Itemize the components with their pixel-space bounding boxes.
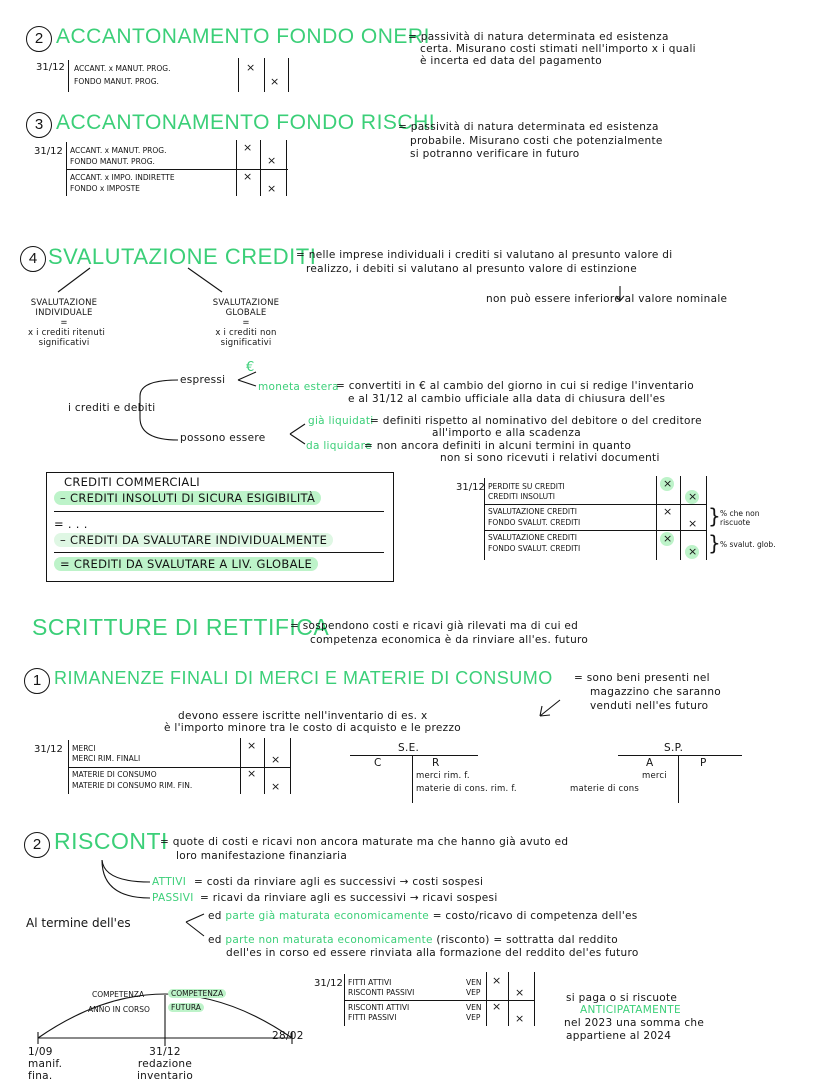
ledger-row: PERDITE SU CREDITI — [488, 482, 565, 491]
definition-line: = ricavi da rinviare agli es successivi → ricavi sospesi — [200, 892, 498, 904]
ledger-line — [264, 738, 265, 794]
ledger-row: ACCANT. x MANUT. PROG. — [74, 64, 171, 73]
section-number: 3 — [26, 112, 52, 138]
definition-line: = sono beni presenti nel — [574, 672, 710, 684]
ledger-row: SVALUTAZIONE CREDITI — [488, 533, 577, 542]
ledger-divider — [66, 169, 288, 170]
ledger-row: FONDO x IMPOSTE — [70, 184, 140, 193]
ledger-line — [680, 476, 681, 560]
credit-mark: × — [515, 986, 525, 999]
debit-mark: × — [663, 477, 673, 490]
box-divider — [54, 511, 384, 512]
t-account-line — [678, 755, 679, 803]
section-title-svalutazione-crediti: SVALUTAZIONE CREDITI — [48, 244, 317, 269]
credit-mark: × — [271, 753, 281, 766]
ledger-line — [706, 476, 707, 560]
ledger-row: SVALUTAZIONE CREDITI — [488, 507, 577, 516]
credit-mark: × — [688, 545, 698, 558]
espressi-label: espressi — [180, 374, 226, 386]
debit-mark: × — [247, 739, 257, 752]
ledger-divider — [68, 767, 290, 768]
sp-passivo: P — [700, 757, 707, 769]
se-costi: C — [374, 757, 382, 769]
debit-mark: × — [663, 532, 673, 545]
note-line: si paga o si riscuote — [566, 992, 678, 1004]
journal-date: 31/12 — [36, 62, 65, 73]
debit-mark: × — [243, 141, 253, 154]
definition-line: = non ancora definiti in alcuni termini in quanto — [364, 440, 632, 452]
ledger-line — [484, 478, 485, 560]
definition-line: = costi da rinviare agli es successivi → costi sospesi — [194, 876, 484, 888]
ledger-row: FONDO MANUT. PROG. — [70, 157, 155, 166]
credit-mark: × — [267, 182, 277, 195]
debit-mark: × — [247, 767, 257, 780]
ledger-divider — [344, 1000, 534, 1001]
definition-line: all'importo e alla scadenza — [432, 427, 581, 439]
debit-mark: × — [243, 170, 253, 183]
journal-date: 31/12 — [456, 482, 485, 493]
definition-line: e al 31/12 al cambio ufficiale alla data di chiusura dell'es — [348, 393, 666, 405]
brace-note: % che non riscuote — [720, 509, 760, 527]
ledger-divider — [484, 504, 706, 505]
debit-mark: × — [492, 1000, 502, 1013]
t-account-line — [412, 755, 413, 803]
credit-mark: × — [267, 154, 277, 167]
definition-note: devono essere iscritte nell'inventario di es. x — [178, 710, 428, 722]
gia-liquidati-label: già liquidati — [308, 415, 374, 427]
se-ricavi: R — [432, 757, 440, 769]
brace: } — [708, 531, 721, 555]
termine-label: Al termine dell'es — [26, 916, 131, 930]
se-item: merci rim. f. — [416, 771, 470, 781]
definition-line: = definiti rispetto al nominativo del debitore o del creditore — [370, 415, 702, 427]
ledger-line — [238, 58, 239, 92]
timeline-date: 28/02 — [272, 1030, 304, 1042]
timeline-date: 1/09 manif. fina. — [28, 1046, 63, 1082]
timeline-date: 31/12 redazione inventario — [136, 1046, 194, 1082]
crediti-debiti-label: i crediti e debiti — [68, 402, 156, 414]
timeline-label: ANNO IN CORSO — [88, 1005, 150, 1014]
credit-mark: × — [688, 490, 698, 503]
brace-note: % svalut. glob. — [720, 540, 776, 549]
ledger-row: FONDO MANUT. PROG. — [74, 77, 159, 86]
section-title-scritture-rettifica: SCRITTURE DI RETTIFICA — [32, 614, 330, 640]
box-divider — [54, 552, 384, 553]
ledger-row: ACCANT. x MANUT. PROG. — [70, 146, 167, 155]
section-number: 4 — [20, 246, 46, 272]
note-line: nel 2023 una somma che — [564, 1017, 705, 1029]
section-number: 1 — [24, 668, 50, 694]
definition-line: = convertiti in € al cambio del giorno in cui si redige l'inventario — [336, 380, 694, 392]
definition-line: non si sono ricevuti i relativi documenti — [440, 452, 660, 464]
sp-item: merci — [642, 771, 667, 781]
ledger-divider — [484, 530, 706, 531]
ledger-line — [286, 140, 287, 196]
credit-mark: × — [688, 517, 698, 530]
ledger-line — [486, 972, 487, 1026]
ledger-row: RISCONTI ATTIVI — [348, 1003, 410, 1012]
definition-line: competenza economica è da rinviare all'es. futuro — [310, 634, 589, 646]
definition-line: = nelle imprese individuali i crediti si valutano al presunto valore di — [296, 249, 673, 261]
definition-line: è incerta ed data del pagamento — [420, 55, 603, 67]
definition-line: magazzino che saranno — [590, 686, 722, 698]
t-account-line — [350, 755, 478, 756]
definition-line: probabile. Misurano costi che potenzialmente — [410, 135, 663, 147]
definition-line: = passività di natura determinata ed esistenza — [408, 31, 669, 43]
da-liquidare-label: da liquidare — [306, 440, 372, 452]
definition-line: si potranno verificare in futuro — [410, 148, 580, 160]
ledger-row: MATERIE DI CONSUMO — [72, 770, 157, 779]
ledger-row: CREDITI INSOLUTI — [488, 492, 555, 501]
ledger-row: MERCI — [72, 744, 96, 753]
definition-note: non può essere inferiore al valore nominale — [486, 293, 728, 305]
svalutazione-globale: SVALUTAZIONE GLOBALE = x i crediti non significativi — [212, 298, 280, 348]
section-number: 2 — [26, 26, 52, 52]
definition-note: è l'importo minore tra le costo di acquisto e le prezzo — [164, 722, 461, 734]
note-line: ANTICIPATAMENTE — [580, 1004, 681, 1016]
definition-line: certa. Misurano costi stimati nell'importo x i quali — [420, 43, 696, 55]
euro-symbol: € — [246, 360, 255, 375]
sp-attivo: A — [646, 757, 654, 769]
credit-mark: × — [515, 1012, 525, 1025]
journal-date: 31/12 — [34, 146, 63, 157]
ledger-row: MATERIE DI CONSUMO RIM. FIN. — [72, 781, 193, 790]
box-item: = . . . — [54, 517, 88, 531]
ledger-row: FITTI ATTIVI — [348, 978, 392, 987]
ledger-line — [288, 58, 289, 92]
sp-label: S.P. — [664, 742, 684, 754]
definition-line: = quote di costi e ricavi non ancora maturate ma che hanno già avuto ed — [160, 836, 569, 848]
ledger-line — [290, 738, 291, 794]
note-line: appartiene al 2024 — [566, 1030, 672, 1042]
debit-mark: × — [246, 61, 256, 74]
ledger-line — [508, 972, 509, 1026]
ledger-row: FITTI PASSIVI — [348, 1013, 397, 1022]
ledger-row: RISCONTI PASSIVI — [348, 988, 415, 997]
box-item: = CREDITI DA SVALUTARE A LIV. GLOBALE — [54, 558, 318, 570]
definition-line: dell'es in corso ed essere rinviata alla formazione del reddito del'es futuro — [226, 947, 639, 959]
ledger-tag: VEP — [466, 988, 481, 997]
debit-mark: × — [663, 505, 673, 518]
section-title-rimanenze: RIMANENZE FINALI DI MERCI E MATERIE DI CONSUMO — [54, 668, 553, 688]
ledger-line — [236, 140, 237, 196]
ledger-row: MERCI RIM. FINALI — [72, 754, 141, 763]
section-number: 2 — [24, 832, 50, 858]
sp-item: materie di cons — [570, 784, 639, 794]
ledger-line — [264, 58, 265, 92]
box-item: – CREDITI INSOLUTI DI SICURA ESIGIBILITÀ — [54, 492, 321, 504]
journal-date: 31/12 — [34, 744, 63, 755]
section-title-fondo-rischi: ACCANTONAMENTO FONDO RISCHI — [56, 111, 436, 134]
se-label: S.E. — [398, 742, 420, 754]
definition-line: venduti nell'es futuro — [590, 700, 709, 712]
debit-mark: × — [492, 974, 502, 987]
svalutazione-individuale: SVALUTAZIONE INDIVIDUALE = x i crediti ritenuti significativi — [28, 298, 106, 348]
ledger-row: ACCANT. x IMPO. INDIRETTE — [70, 173, 175, 182]
t-account-line — [618, 755, 742, 756]
section-title-risconti: RISCONTI — [54, 828, 168, 854]
definition-line: realizzo, i debiti si valutano al presunto valore di estinzione — [306, 263, 638, 275]
credit-mark: × — [271, 780, 281, 793]
ledger-line — [240, 738, 241, 794]
ledger-row: FONDO SVALUT. CREDITI — [488, 518, 581, 527]
definition-line: ed parte già maturata economicamente = costo/ricavo di competenza dell'es — [208, 910, 638, 922]
journal-date: 31/12 — [314, 978, 343, 989]
attivi-label: ATTIVI — [152, 876, 187, 888]
timeline-label: FUTURA — [168, 1003, 204, 1012]
definition-line: = sospendono costi e ricavi già rilevati ma di cui ed — [290, 620, 579, 632]
possono-essere-label: possono essere — [180, 432, 266, 444]
ledger-line — [534, 972, 535, 1026]
brace: } — [708, 504, 721, 528]
definition-line: ed parte non maturata economicamente (risconto) = sottratta dal reddito — [208, 934, 618, 946]
timeline-label: COMPETENZA — [168, 989, 226, 998]
ledger-line — [260, 140, 261, 196]
moneta-estera-label: moneta estera — [258, 381, 339, 393]
timeline-label: COMPETENZA — [92, 990, 145, 999]
definition-line: = passività di natura determinata ed esistenza — [398, 121, 659, 133]
box-item: – CREDITI DA SVALUTARE INDIVIDUALMENTE — [54, 534, 333, 546]
ledger-row: FONDO SVALUT. CREDITI — [488, 544, 581, 553]
credit-mark: × — [270, 75, 280, 88]
definition-line: loro manifestazione finanziaria — [176, 850, 348, 862]
se-item: materie di cons. rim. f. — [416, 784, 517, 794]
ledger-tag: VEN — [466, 1003, 482, 1012]
ledger-line — [68, 60, 69, 92]
ledger-tag: VEP — [466, 1013, 481, 1022]
section-title-fondo-oneri: ACCANTONAMENTO FONDO ONERI — [56, 25, 430, 48]
passivi-label: PASSIVI — [152, 892, 194, 904]
ledger-tag: VEN — [466, 978, 482, 987]
ledger-line — [656, 476, 657, 560]
box-title: CREDITI COMMERCIALI — [64, 475, 201, 489]
